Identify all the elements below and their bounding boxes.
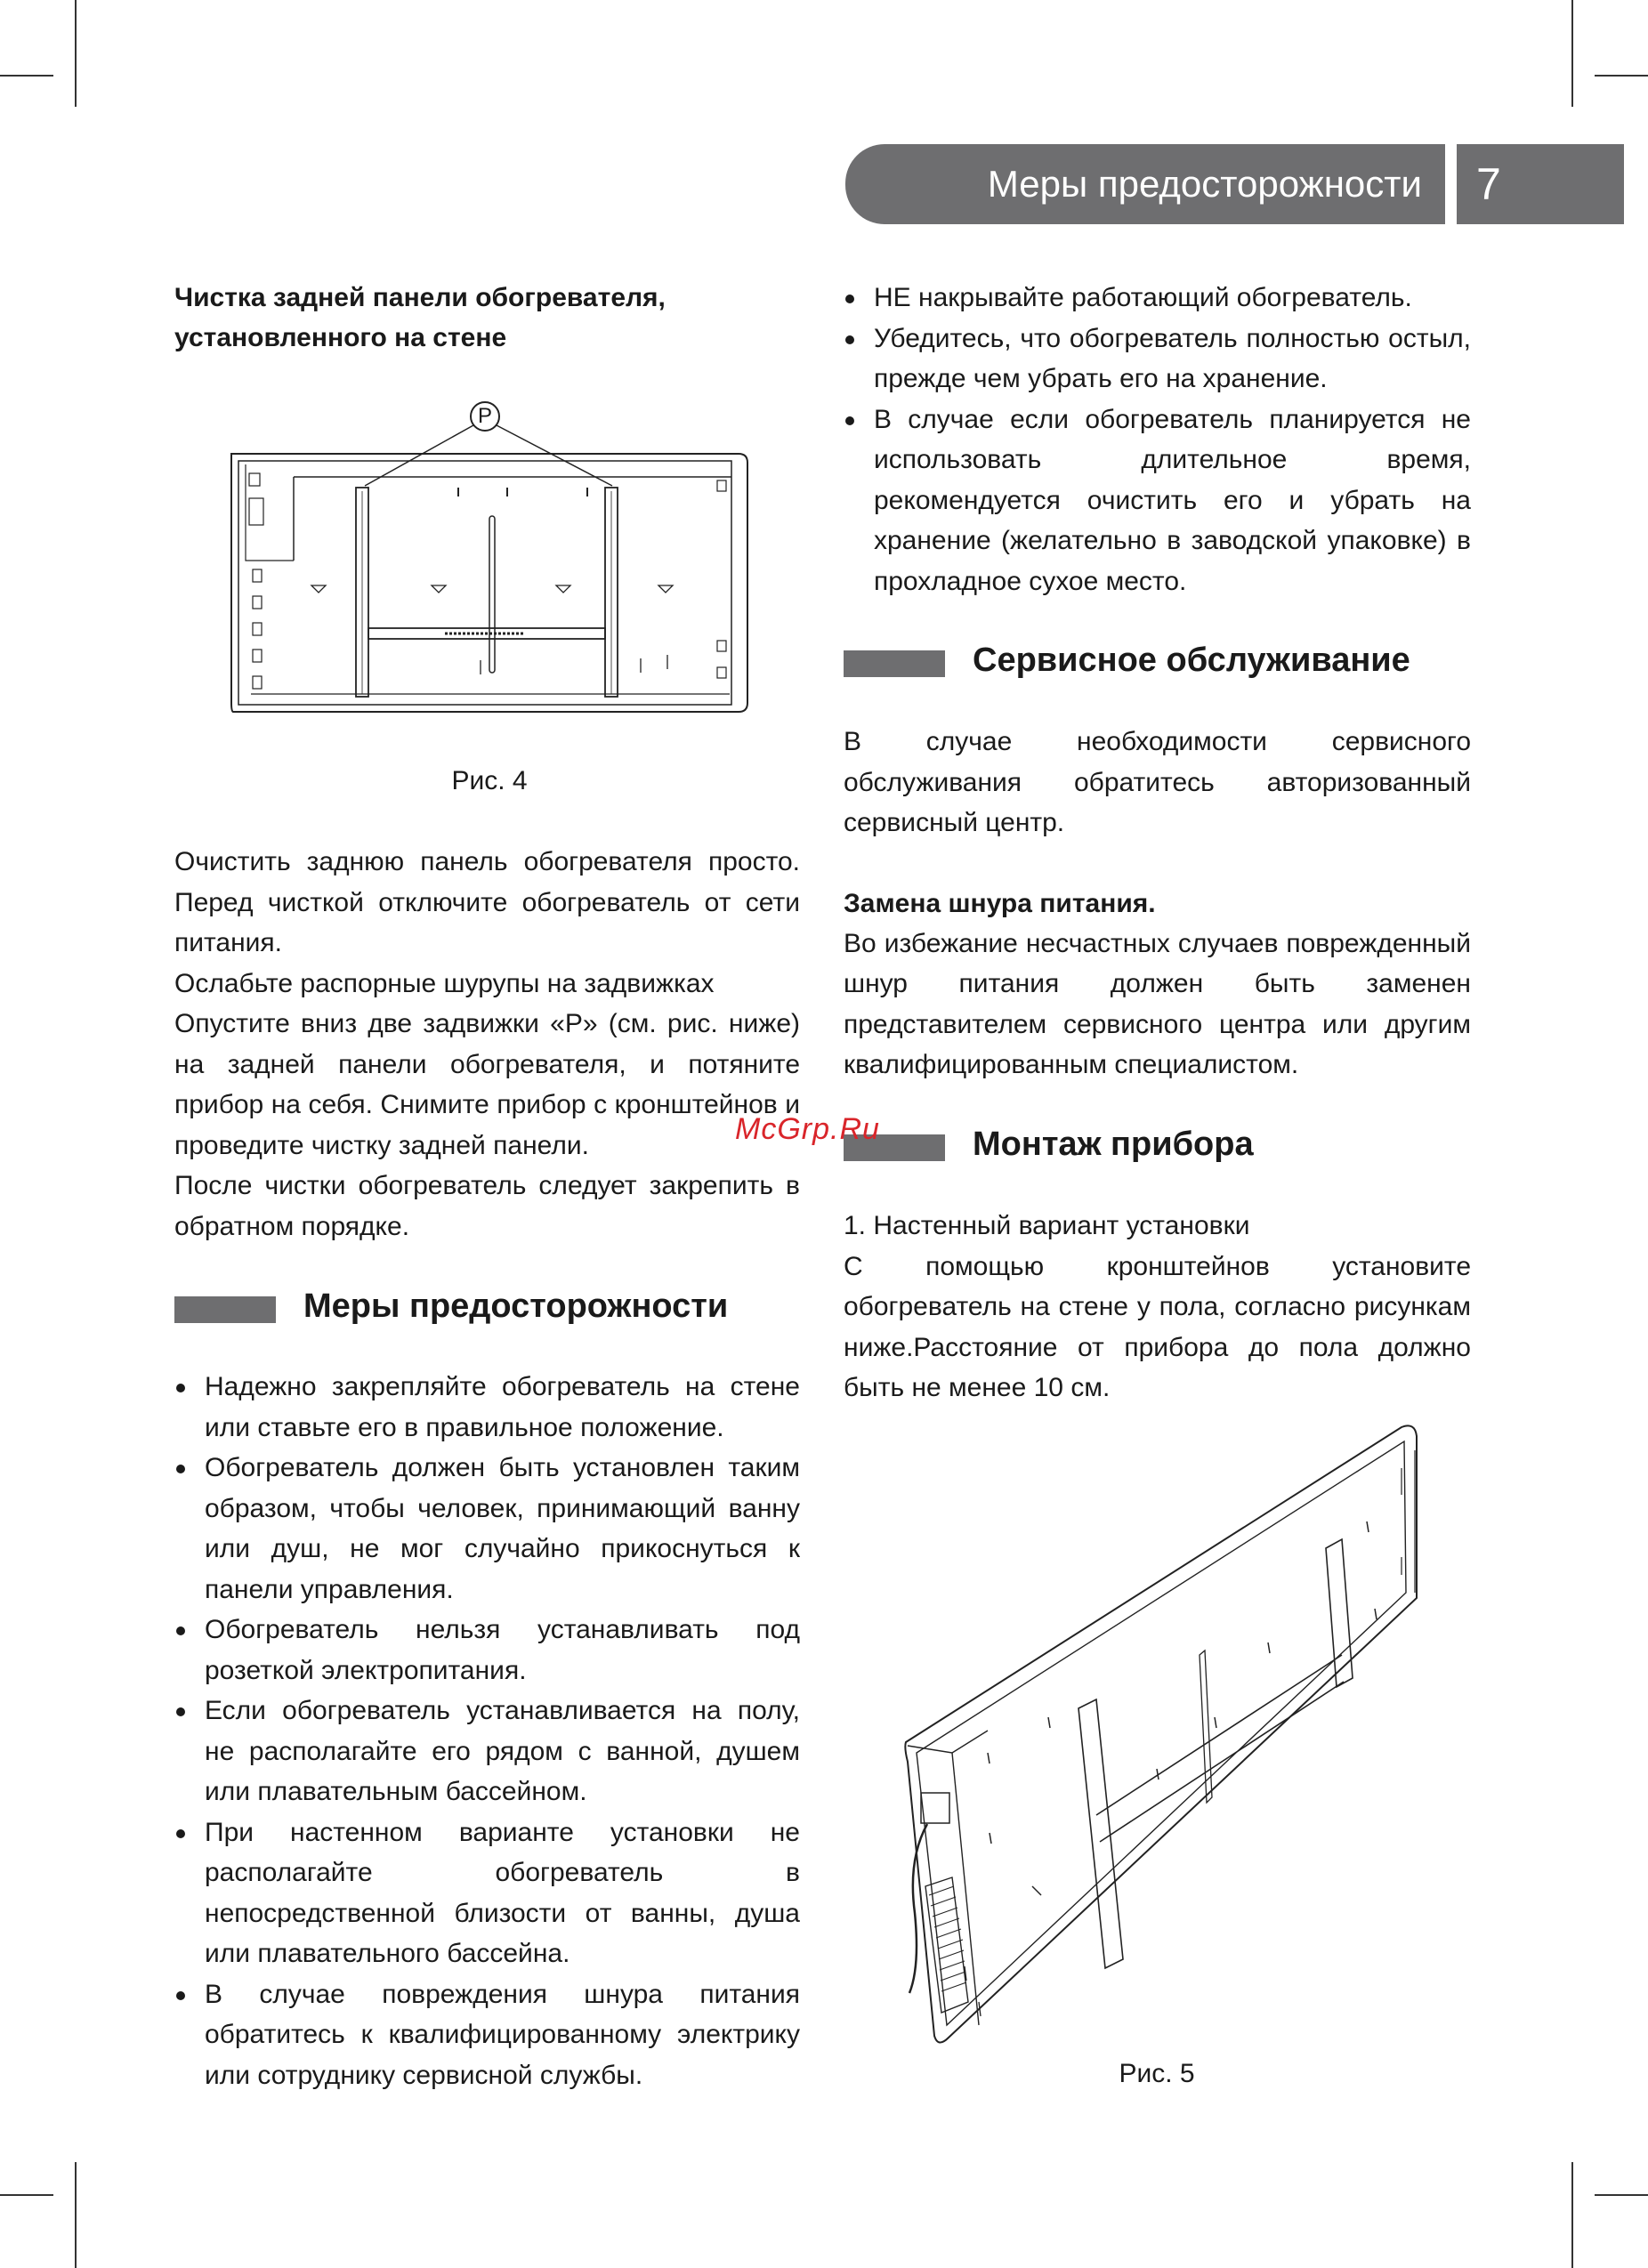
precautions-list-continued	[844, 278, 1471, 601]
list-item: НЕ накрывайте работающий обогреватель.	[844, 278, 1471, 319]
page-number: 7	[1457, 144, 1624, 224]
mount-item: 1. Настенный вариант установки	[844, 1211, 1250, 1240]
list-item: Обогреватель должен быть установлен таким образом, чтобы человек, принимающий ванну или душ, не мог случайно прикоснуться к панели управления.	[174, 1448, 800, 1610]
cord-title: Замена шнура питания.	[844, 888, 1156, 918]
mount-text: С помощью кронштейнов установите обогреватель на стене у пола, согласно рисункам ниже.Расстояние от прибора до пола должно быть не менее 10 см.	[844, 1251, 1471, 1402]
mount-section	[844, 1118, 1471, 1171]
crop-mark	[1595, 75, 1648, 77]
mount-heading	[844, 1118, 1471, 1171]
list-item: Обогреватель нельзя устанавливать под розеткой электропитания.	[174, 1610, 800, 1691]
cleaning-paragraph: Ослабьте распорные шурупы на задвижках	[174, 968, 715, 998]
figure-5-caption: Рис. 5	[1119, 2059, 1195, 2088]
header-section-tab	[845, 144, 1445, 224]
figure-4-heater-back-panel	[222, 391, 756, 721]
cleaning-title-line-1: Чистка задней панели обогревателя,	[174, 283, 666, 312]
precautions-heading	[174, 1279, 800, 1333]
mount-body	[844, 1206, 1471, 1408]
cleaning-title	[174, 278, 797, 358]
service-body	[844, 722, 1471, 1086]
heading-bar	[174, 1296, 276, 1323]
crop-mark	[75, 2162, 77, 2268]
crop-mark	[0, 2194, 53, 2196]
crop-mark	[1571, 2162, 1573, 2268]
header-section-title: Меры предосторожности	[987, 163, 1422, 205]
cleaning-paragraph: Опустите вниз две задвижки «P» (см. рис. ниже) на задней панели обогревателя, и потяните прибор на себя. Снимите прибор с кронштейнов и проведите чистку задней панели.	[174, 1009, 800, 1160]
watermark: McGrp.Ru	[735, 1112, 880, 1146]
cleaning-title-line-2: установленного на стене	[174, 323, 507, 352]
crop-mark	[1571, 0, 1573, 107]
crop-mark	[75, 0, 77, 107]
cleaning-paragraph: После чистки обогреватель следует закрепить в обратном порядке.	[174, 1171, 800, 1241]
list-item: Если обогреватель устанавливается на полу, не располагайте его рядом с ванной, душем или плавательным бассейном.	[174, 1691, 800, 1812]
list-item: В случае повреждения шнура питания обратитесь к квалифицированному электрику или сотруднику сервисной службы.	[174, 1974, 800, 2096]
crop-mark	[1595, 2194, 1648, 2196]
precautions-heading-text: Меры предосторожности	[303, 1287, 729, 1325]
figure-4-label-p: P	[477, 404, 492, 428]
heading-bar	[844, 650, 945, 677]
cord-text: Во избежание несчастных случаев поврежденный шнур питания должен быть заменен представителем сервисного центра или другим квалифицированным специалистом.	[844, 928, 1471, 1079]
precautions-list	[174, 1367, 800, 2095]
crop-mark	[0, 75, 53, 77]
service-text: В случае необходимости сервисного обслуживания обратитесь авторизованный сервисный центр.	[844, 727, 1471, 837]
list-item: Надежно закрепляйте обогреватель на стене или ставьте его в правильное положение.	[174, 1367, 800, 1448]
service-heading	[844, 634, 1471, 687]
list-item: При настенном варианте установки не располагайте обогреватель в непосредственной близости от ванны, душа или плавательного бассейна.	[174, 1812, 800, 1974]
figure-5-heater-mounting	[890, 1415, 1442, 2055]
mount-heading-text: Монтаж прибора	[973, 1126, 1254, 1163]
service-heading-text: Сервисное обслуживание	[973, 642, 1410, 679]
list-item: Убедитесь, что обогреватель полностью остыл, прежде чем убрать его на хранение.	[844, 319, 1471, 400]
cleaning-text	[174, 842, 800, 1247]
list-item: В случае если обогреватель планируется не использовать длительное время, рекомендуется очистить его и убрать на хранение (желательно в заводской упаковке) в прохладное сухое место.	[844, 400, 1471, 602]
figure-4-caption: Рис. 4	[451, 766, 528, 795]
service-section	[844, 634, 1471, 687]
cleaning-paragraph: Очистить заднюю панель обогревателя просто. Перед чисткой отключите обогреватель от сети питания.	[174, 847, 800, 957]
precautions-section	[174, 1279, 800, 1333]
